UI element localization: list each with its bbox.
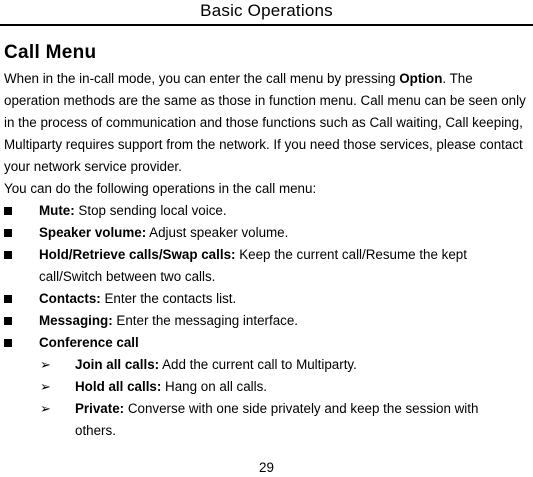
square-bullet-icon — [4, 229, 12, 237]
item-term: Conference call — [39, 335, 139, 350]
arrow-bullet-icon: ➢ — [40, 379, 51, 394]
item-term: Mute: — [39, 203, 75, 218]
item-desc: Stop sending local voice. — [74, 203, 227, 218]
option-key-label: Option — [399, 71, 443, 86]
item-desc: Enter the contacts list. — [100, 291, 237, 306]
item-desc: Enter the messaging interface. — [112, 313, 299, 328]
list-item-mute — [0, 200, 533, 222]
item-term: Speaker volume: — [39, 225, 147, 240]
header-divider — [0, 24, 533, 26]
intro-text-part1: When in the in-call mode, you can enter the call menu by pressing — [4, 71, 400, 86]
intro-paragraph — [4, 68, 530, 200]
subitem-term: Private: — [75, 401, 125, 416]
item-term: Hold/Retrieve calls/Swap calls: — [39, 247, 236, 262]
sublist-item-hold-all — [0, 376, 527, 398]
list-item-hold-retrieve — [0, 244, 533, 288]
subitem-term: Join all calls: — [75, 357, 160, 372]
square-bullet-icon — [4, 295, 12, 303]
square-bullet-icon — [4, 317, 12, 325]
square-bullet-icon — [4, 339, 12, 347]
square-bullet-icon — [4, 207, 12, 215]
call-menu-list — [0, 200, 533, 442]
page-number: 29 — [259, 460, 274, 475]
list-item-speaker-volume — [0, 222, 533, 244]
intro-lead: You can do the following operations in the call menu: — [4, 181, 317, 196]
list-item-conference-call — [0, 332, 533, 442]
item-term: Contacts: — [39, 291, 101, 306]
sublist-item-join-all — [0, 354, 527, 376]
item-desc: Keep the current call/Resume the kept call/Switch between two calls. — [39, 247, 467, 284]
sublist-item-private — [0, 398, 527, 442]
subitem-desc: Converse with one side privately and keep the session with others. — [75, 401, 479, 438]
arrow-bullet-icon: ➢ — [40, 401, 51, 416]
list-item-contacts — [0, 288, 533, 310]
subitem-desc: Add the current call to Multiparty. — [159, 357, 357, 372]
item-term: Messaging: — [39, 313, 113, 328]
section-title: Call Menu — [4, 42, 97, 63]
page-header: Basic Operations — [200, 1, 333, 20]
subitem-desc: Hang on all calls. — [161, 379, 268, 394]
arrow-bullet-icon: ➢ — [40, 357, 51, 372]
item-desc: Adjust speaker volume. — [146, 225, 289, 240]
conference-sublist — [39, 354, 527, 442]
subitem-term: Hold all calls: — [75, 379, 162, 394]
list-item-messaging — [0, 310, 533, 332]
square-bullet-icon — [4, 251, 12, 259]
intro-text-part2: . The operation methods are the same as those in function menu. Call menu can be seen only in the process of communication and those functions such as Call waiting, Call keeping, Multiparty requires support from the network. If you need those services, please contact your network service provider. — [4, 71, 526, 174]
